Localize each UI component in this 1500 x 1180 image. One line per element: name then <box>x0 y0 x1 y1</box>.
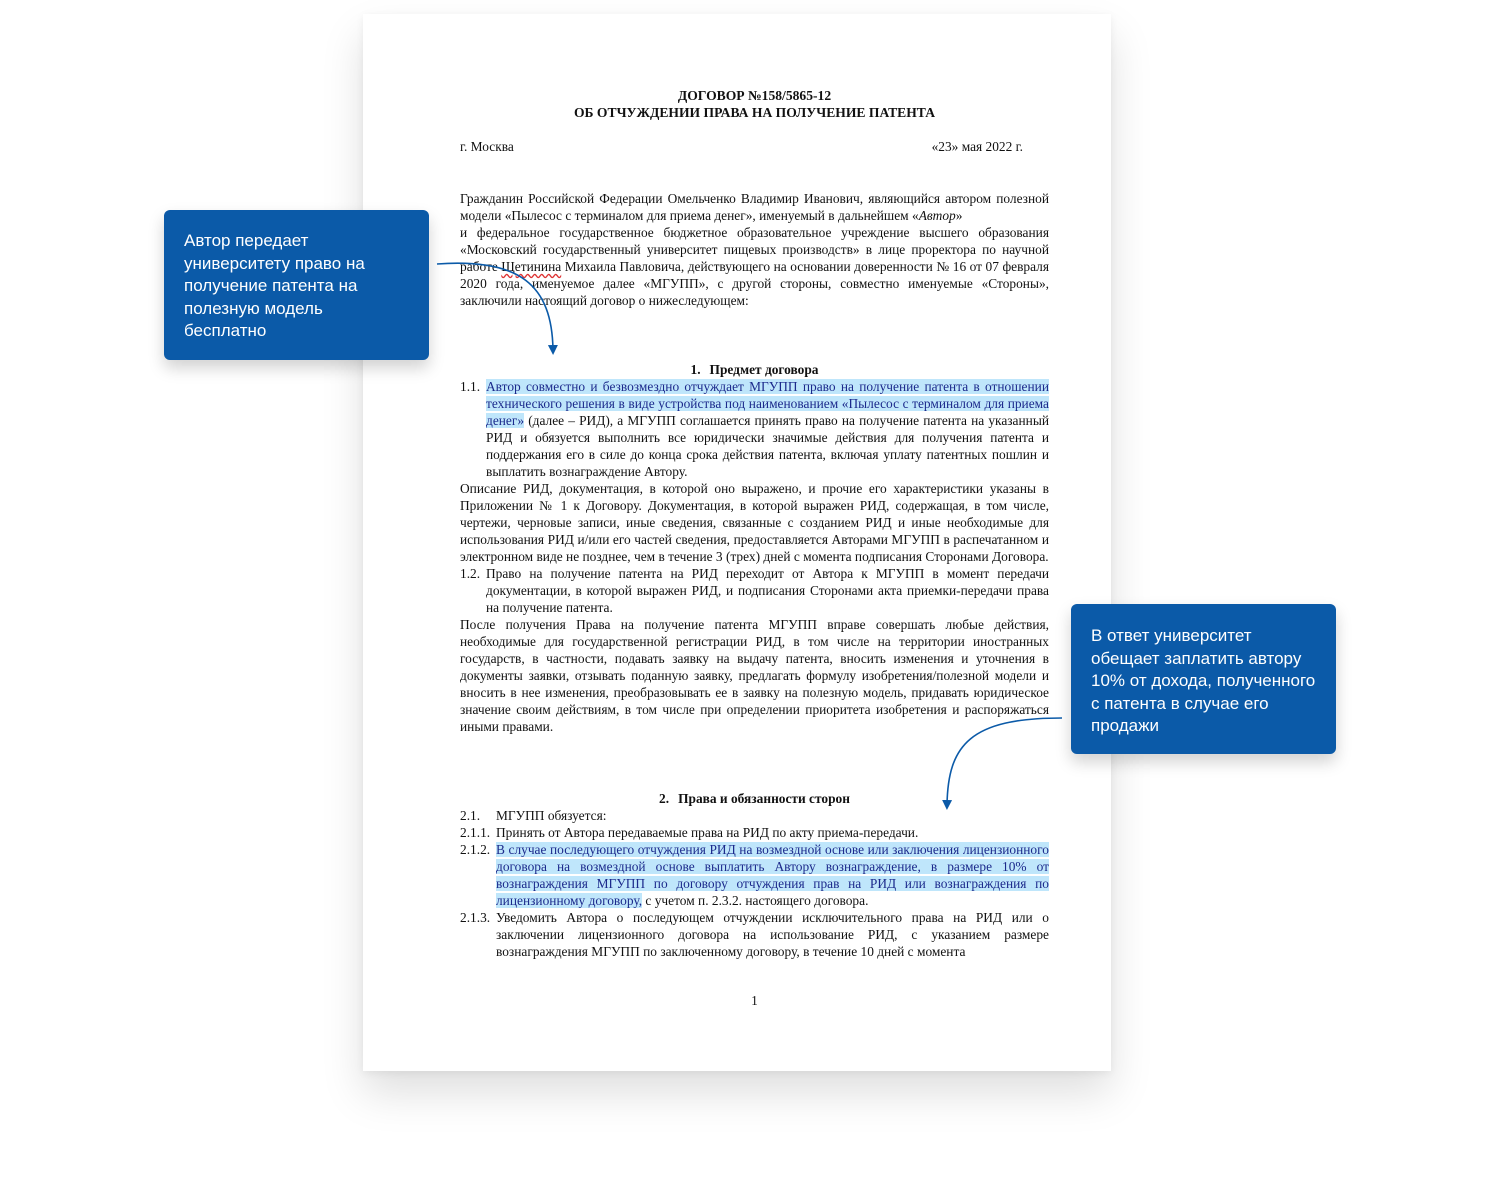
arrow-right <box>947 718 1062 805</box>
description-paragraph: Описание РИД, документация, в которой оно выражено, и прочие его характеристики указаны в Приложении № 1 к Договору. Документация, в которой выражен РИД, содержащая, в том числе, чертежи, черновые записи, иные сведения, связанные с созданием РИД и иные необходимые для использования РИД и/или его частей сведения, предоставляется Авторами МГУПП в распечатанном и электронном виде не позднее, чем в течение 3 (трех) дней с момента подписания Сторонами Договора. <box>460 481 1049 564</box>
contract-date: «23» мая 2022 г. <box>931 139 1023 154</box>
clause-2-1: 2.1. МГУПП обязуется: <box>460 808 607 823</box>
preamble-paragraph-2: и федеральное государственное бюджетное образовательное учреждение высшего образования «Московский государственный университет пищевых производств» в лице проректора по научной работе Щетинина Михаила Павловича, действующего на основании доверенности № 16 от 07 февраля 2020 года, именуемое далее «МГУПП», с другой стороны, совместно именуемые «Стороны», заключили настоящий договор о нижеследующем: <box>460 225 1049 308</box>
clause-1-2: 1.2. Право на получение патента на РИД переходит от Автора к МГУПП в момент передачи документации, в которой выражен РИД, и подписания Сторонами акта приемки-передачи права на получение патента. <box>460 566 1049 615</box>
clause-number: 2.1.3. <box>460 910 491 925</box>
rights-paragraph: После получения Права на получение патента МГУПП вправе совершать любые действия, необходимые для государственной регистрации РИД, в том числе на территории иностранных государств, в частности, подавать заявку на выдачу патента, вносить изменения и уточнения в документы заявки, отзывать поданную заявку, предлагать формулу изобретения/полезной модели и вносить в нее изменения, преобразовывать ее в заявку на полезную модель, придавать юридическое значение своим действиям, в том числе при определении приоритета изобретения и распоряжаться иными правами. <box>460 617 1049 734</box>
preamble-paragraph-1: Гражданин Российской Федерации Омельченко Владимир Иванович, являющийся автором полезной модели «Пылесос с терминалом для приема денег», именуемый в дальнейшем «Автор» <box>460 191 1049 223</box>
clause-number: 2.1. <box>460 808 481 823</box>
spellcheck-word: Щетинина <box>501 259 562 274</box>
clause-number: 2.1.1. <box>460 825 491 840</box>
callout-left: Автор передает университету право на получение патента на полезную модель бесплатно <box>164 210 429 360</box>
clause-number: 1.1. <box>460 379 481 394</box>
highlighted-text: Автор совместно и безвозмездно отчуждает МГУПП право на получение патента в отношении технического решения в виде устройства под наименованием «Пылесос с терминалом для приема денег» <box>486 379 1049 428</box>
title-line-2: ОБ ОТЧУЖДЕНИИ ПРАВА НА ПОЛУЧЕНИЕ ПАТЕНТА <box>573 105 936 120</box>
page-number: 1 <box>751 993 758 1008</box>
author-term: Автор <box>918 208 956 223</box>
clause-number: 2.1.2. <box>460 842 491 857</box>
title-line-1: ДОГОВОР №158/5865-12 <box>677 88 832 103</box>
clause-2-1-2: 2.1.2. В случае последующего отчуждения РИД на возмездной основе или заключения лицензионного договора на возмездной основе выплатить Автору вознаграждение, в размере 10% от вознаграждения МГУПП по договору отчуждения прав на РИД или вознаграждения по лицензионному договору, с учетом п. 2.3.2. настоящего договора. <box>460 842 1049 908</box>
clause-1-1: 1.1. Автор совместно и безвозмездно отчуждает МГУПП право на получение патента в отношении технического решения в виде устройства под наименованием «Пылесос с терминалом для приема денег» (далее – РИД), а МГУПП соглашается принять право на получение патента на указанный РИД и обязуется выполнить все юридически значимые действия для получения патента и поддержания его в силе до конца срока действия патента, включая уплату патентных пошлин и выплатить вознаграждение Автору. <box>460 379 1049 479</box>
clause-2-1-3: 2.1.3. Уведомить Автора о последующем отчуждении исключительного права на РИД или о заключении лицензионного договора на использование РИД, с указанием размере вознаграждения МГУПП по заключенному договору, в течение 10 дней с момента <box>460 910 1049 959</box>
callout-right: В ответ университет обещает заплатить автору 10% от дохода, полученного с патента в случае его продажи <box>1071 604 1336 754</box>
highlighted-text: В случае последующего отчуждения РИД на возмездной основе или заключения лицензионного договора на возмездной основе выплатить Автору вознаграждение, в размере 10% от вознаграждения МГУПП по договору отчуждения прав на РИД или вознаграждения по лицензионному договору, <box>496 842 1049 908</box>
section-2-heading: 2. Права и обязанности сторон <box>659 791 850 806</box>
city: г. Москва <box>460 139 514 154</box>
clause-number: 1.2. <box>460 566 481 581</box>
section-1-heading: 1. Предмет договора <box>690 362 819 377</box>
clause-2-1-1: 2.1.1. Принять от Автора передаваемые права на РИД по акту приема-передачи. <box>460 825 919 840</box>
arrow-left <box>437 263 553 350</box>
